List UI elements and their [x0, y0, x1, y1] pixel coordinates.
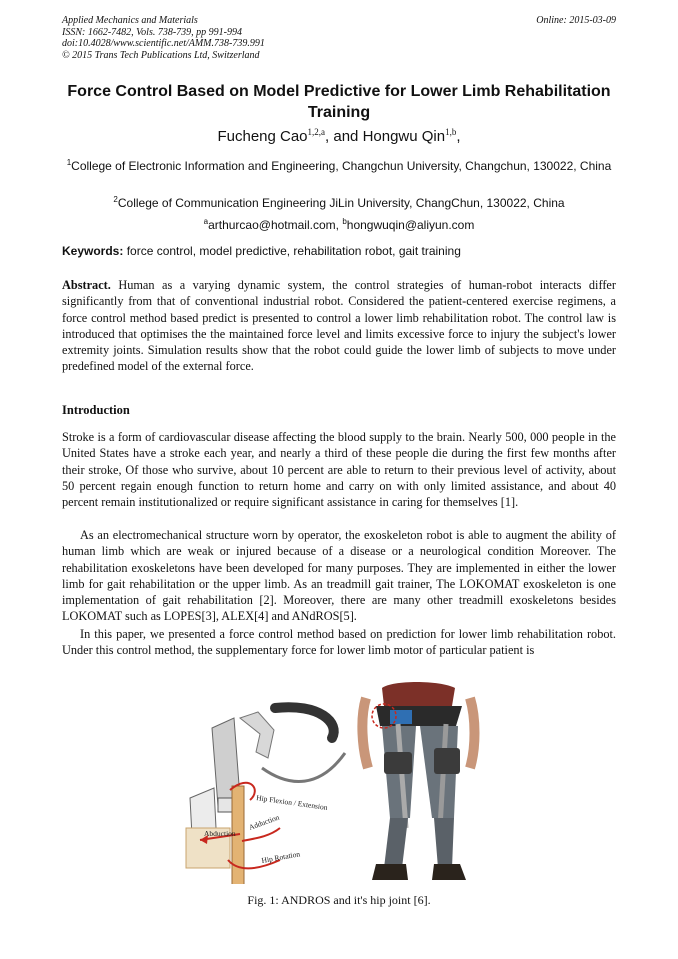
- paper-title: Force Control Based on Model Predictive for Lower Limb Rehabilitation Training: [67, 83, 611, 121]
- abstract-text: Human as a varying dynamic system, the control strategies of human-robot interacts differ significantly from that of conventional industrial robot. Considered the patient-centered exercise regimens, a force control method based predict is presented to control a lower limb rehabilitation robot. The control law is introduced that optimises the the maintained force level and limits excessive force to injury the subject's lower extremity joints. Simulation results show that the robot could guide the lower limb of subjects to move under predefined model of the external force.: [62, 278, 616, 374]
- author-1: Fucheng Cao: [217, 128, 308, 145]
- affiliation-2-sup: 2: [113, 195, 118, 204]
- copyright: © 2015 Trans Tech Publications Ltd, Switzerland: [62, 49, 260, 61]
- affiliation-1: [62, 155, 616, 174]
- intro-paragraph-1: Stroke is a form of cardiovascular disease affecting the blood supply to the brain. Nearly 500, 000 people in the United States have a stroke each year, and nearly a third of these people die during the first few months after their stroke, Of those who survive, about 10 percent are able to return to their previous level of activity, about 50 percent regain enough function to return home and carry on with only limited assistance, and about 40 percent remain institutionalized or require significant assistance in caring for themselves [1].: [62, 430, 616, 510]
- hip-joint-diagram: [186, 707, 345, 884]
- journal-name: Applied Mechanics and Materials: [62, 15, 198, 26]
- author-connector: , and: [325, 128, 363, 145]
- affiliation-1-sup: 1: [66, 158, 72, 167]
- email-a: arthurcao@hotmail.com,: [208, 218, 343, 232]
- keywords: [62, 244, 616, 258]
- label-hip-flexion: Hip Flexion / Extension: [255, 793, 329, 812]
- affiliation-2-text: College of Communication Engineering JiLin University, ChangChun, 130022, China: [117, 196, 565, 210]
- abstract: [62, 277, 616, 375]
- authors: [62, 127, 616, 145]
- emails: [62, 214, 616, 233]
- issn: ISSN: 1662-7482, Vols. 738-739, pp 991-994: [62, 26, 242, 38]
- email-b: hongwuqin@aliyun.com: [346, 218, 475, 232]
- abstract-label: Abstract.: [62, 278, 111, 292]
- figure-andros-hip-joint: [170, 678, 502, 884]
- figure-caption: Fig. 1: ANDROS and it's hip joint [6].: [247, 893, 431, 907]
- keywords-text: force control, model predictive, rehabilitation robot, gait training: [123, 244, 461, 258]
- intro-paragraph-2: As an electromechanical structure worn by operator, the exoskeleton robot is able to augment the ability of human limb which are weak or injured because of a disease or a neurological condition Moreover. The rehabilitation exoskeletons have been developed for many purposes. They are implemented in either the lower limb for gait rehabilitation or the upper limb. As an treadmill gait trainer, The LOKOMAT exoskeleton is one implementation of gait rehabilitation [2]. Moreover, there are many other treadmill exoskeletons besides LOKOMAT such as LOPES[3], ALEX[4] and ANdROS[5].: [62, 528, 616, 624]
- label-hip-rotation: Hip Rotation: [260, 849, 301, 865]
- affiliation-1-text: College of Electronic Information and Engineering, Changchun University, Changchun, 130022, China: [71, 159, 612, 173]
- label-abduction: Abduction: [204, 829, 236, 838]
- email-a-sup: a: [203, 217, 209, 226]
- author-1-sup: 1,2,a: [307, 127, 326, 137]
- author-2-sup: 1,b: [445, 127, 457, 137]
- email-b-sup: b: [342, 217, 347, 226]
- intro-paragraph-3: In this paper, we presented a force control method based on prediction for lower limb rehabilitation robot. Under this control method, the supplementary force for lower limb motor of particular patient is: [62, 627, 616, 658]
- journal-header: [62, 15, 616, 61]
- online-date: Online: 2015-03-09: [536, 15, 616, 26]
- label-adduction: Adduction: [247, 812, 281, 832]
- exoskeleton-photo: [362, 682, 474, 880]
- author-2: Hongwu Qin: [362, 128, 446, 145]
- doi: doi:10.4028/www.scientific.net/AMM.738-739.991: [62, 38, 265, 49]
- author-trailing: ,: [456, 128, 461, 145]
- affiliation-2: [62, 192, 616, 211]
- keywords-label: Keywords:: [62, 244, 124, 258]
- section-heading-introduction: Introduction: [62, 403, 130, 417]
